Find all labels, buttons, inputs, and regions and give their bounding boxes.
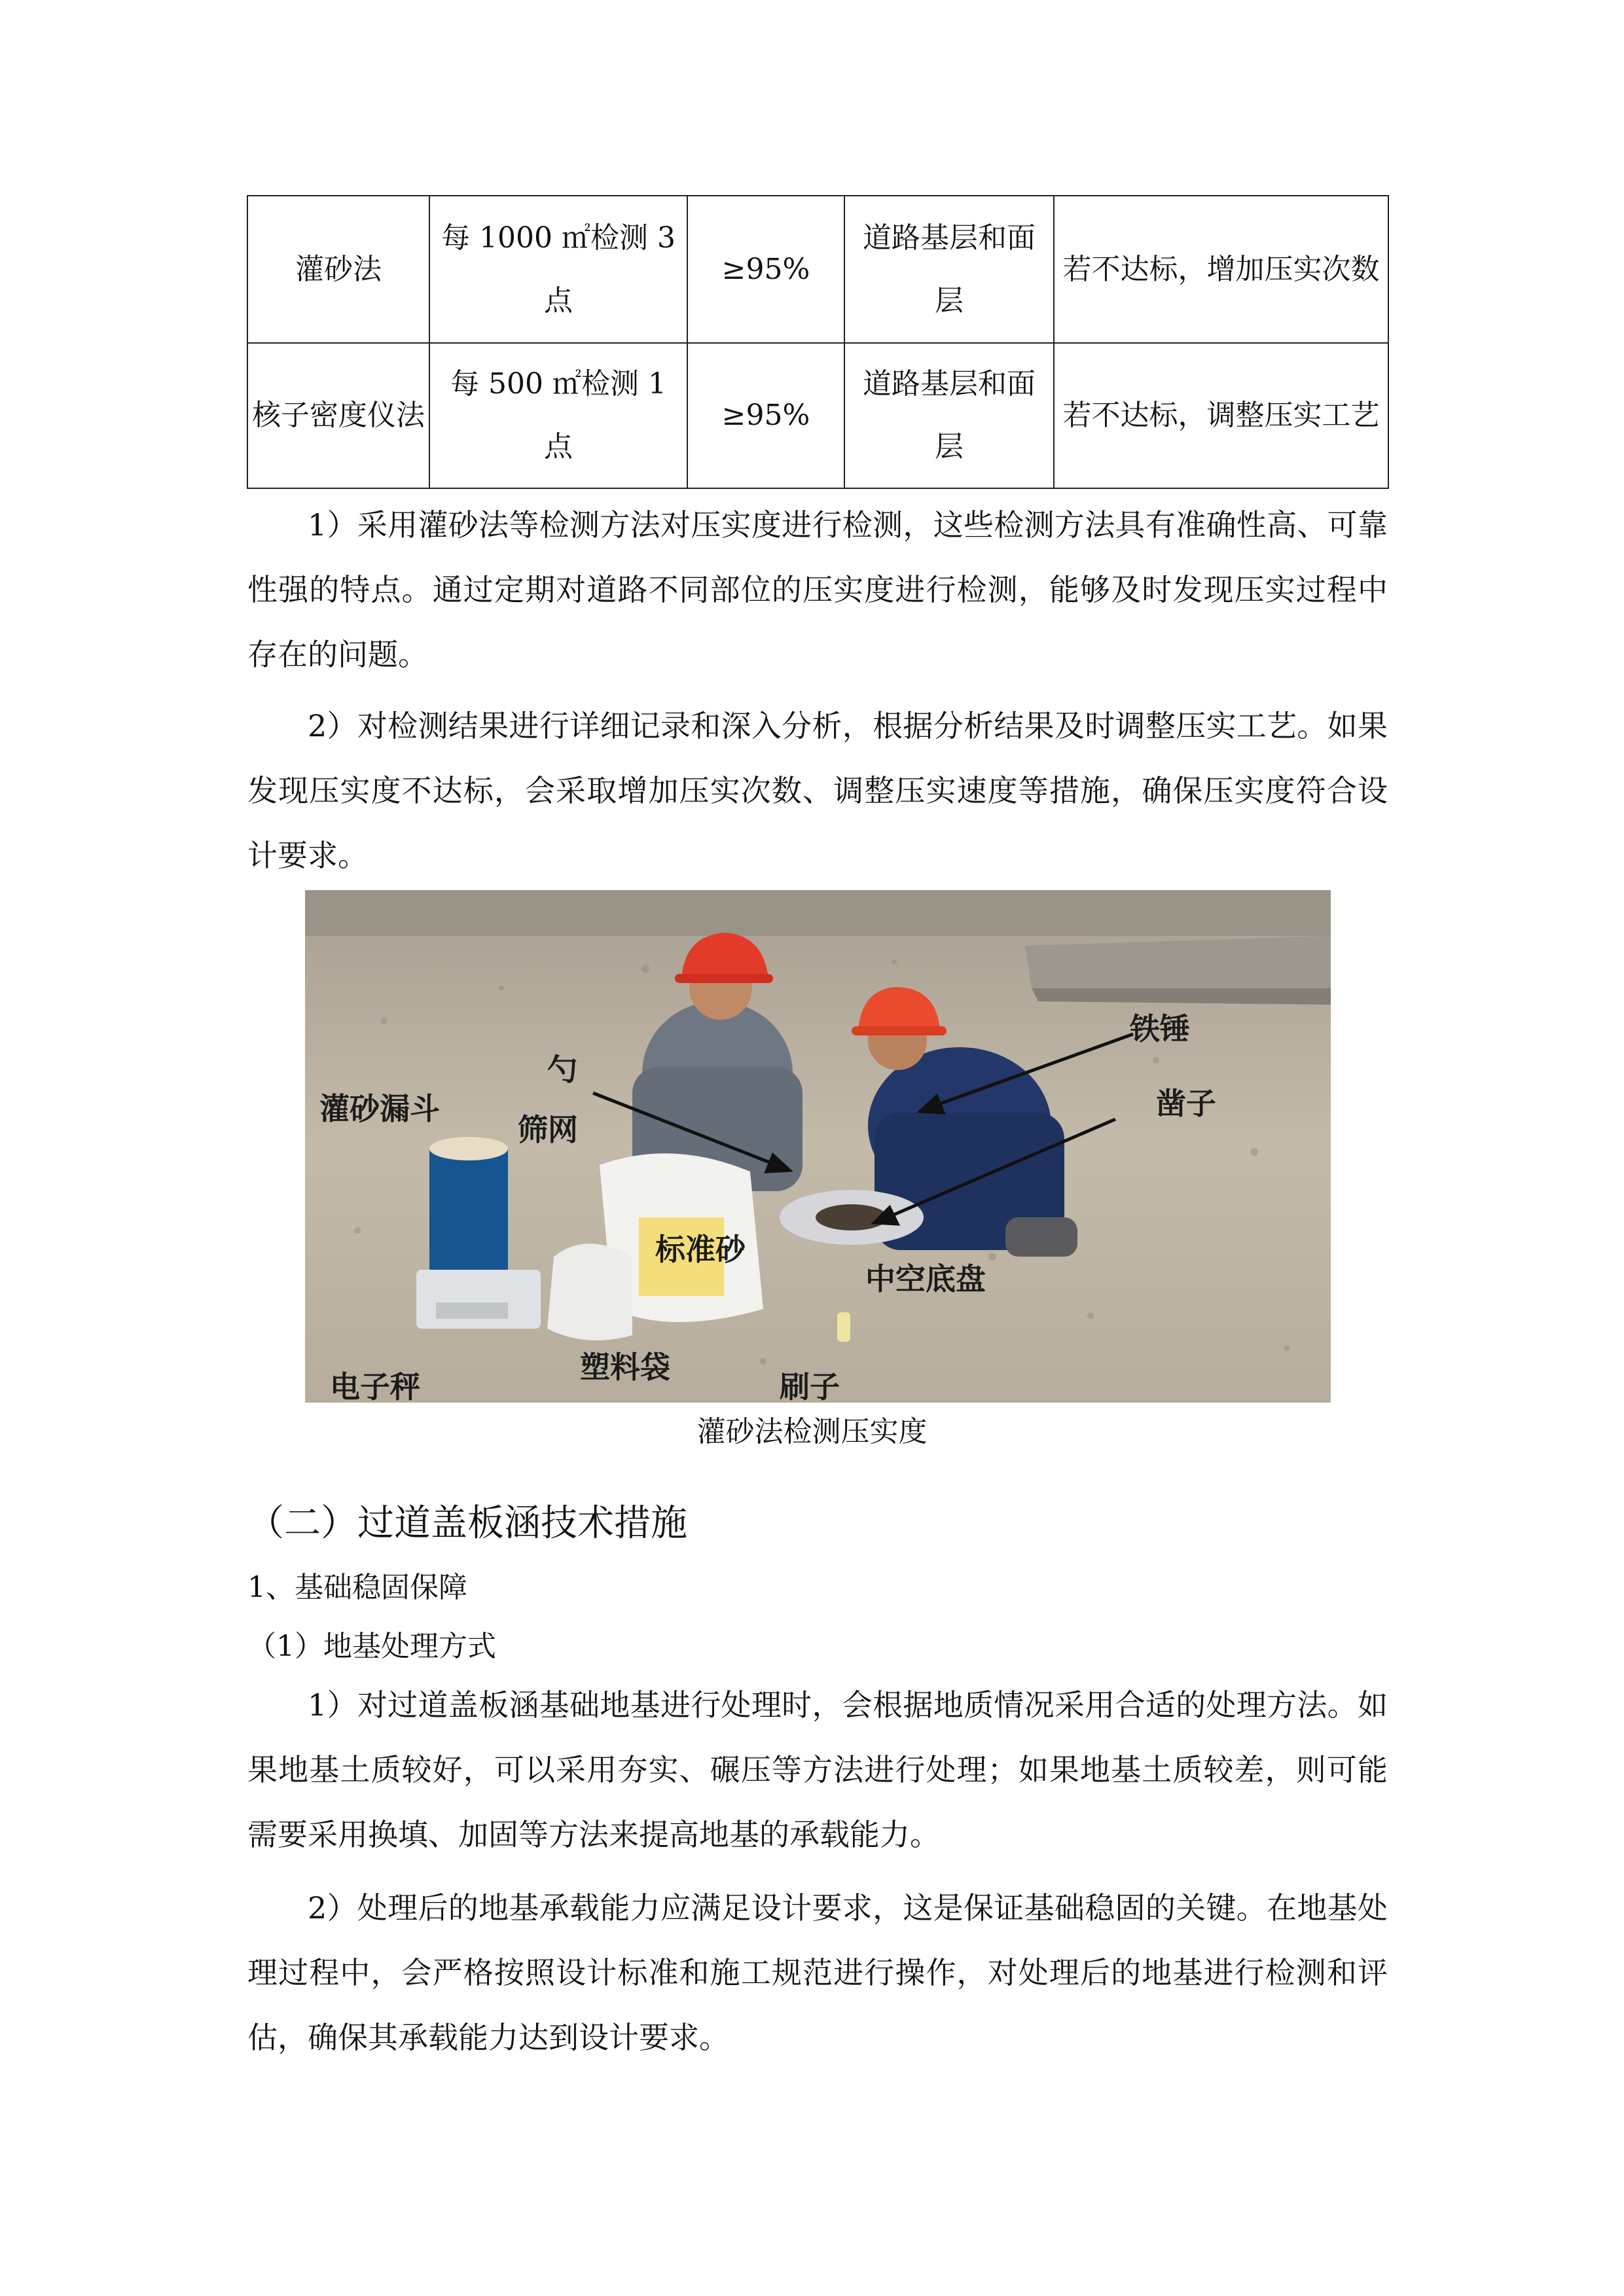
label-sieve: 筛网 bbox=[518, 1112, 578, 1147]
table-cell-standard: ≥95% bbox=[687, 343, 844, 488]
table-cell-frequency: 每 500 ㎡检测 1 点 bbox=[429, 343, 687, 488]
label-standard-sand: 标准砂 bbox=[655, 1232, 746, 1267]
table-row bbox=[247, 196, 1388, 343]
table-cell-method: 核子密度仪法 bbox=[247, 343, 429, 488]
paragraph-foundation-treatment: 1）对过道盖板涵基础地基进行处理时，会根据地质情况采用合适的处理方法。如果地基土质较好，可以采用夯实、碾压等方法进行处理；如果地基土质较差，则可能需要采用换填、加固等方法来提高地基的承载能力。 bbox=[247, 1687, 1388, 1852]
table-cell-scope: 道路基层和面层 bbox=[844, 343, 1054, 488]
label-electronic-scale: 电子秤 bbox=[330, 1369, 420, 1403]
table-row bbox=[247, 343, 1388, 488]
table-cell-method: 灌砂法 bbox=[247, 196, 429, 343]
sand-cone-test-photo bbox=[305, 890, 1331, 1403]
section-heading: （二）过道盖板涵技术措施 bbox=[247, 1502, 687, 1545]
compaction-test-table bbox=[247, 195, 1389, 489]
label-plastic-bag: 塑料袋 bbox=[580, 1350, 670, 1385]
paragraph-result-analysis: 2）对检测结果进行详细记录和深入分析，根据分析结果及时调整压实工艺。如果发现压实度不达标，会采取增加压实次数、调整压实速度等措施，确保压实度符合设计要求。 bbox=[247, 708, 1388, 873]
label-spoon: 勺 bbox=[547, 1052, 577, 1087]
table-cell-measure: 若不达标，增加压实次数 bbox=[1054, 196, 1388, 343]
label-brush: 刷子 bbox=[780, 1369, 840, 1403]
table-cell-frequency: 每 1000 ㎡检测 3 点 bbox=[429, 196, 687, 343]
label-hollow-tray: 中空底盘 bbox=[865, 1261, 986, 1297]
subsubsection-heading: （1）地基处理方式 bbox=[247, 1630, 496, 1663]
subsection-heading: 1、基础稳固保障 bbox=[247, 1571, 467, 1604]
table-cell-scope: 道路基层和面层 bbox=[844, 196, 1054, 343]
label-funnel: 灌砂漏斗 bbox=[319, 1091, 440, 1126]
paragraph-bearing-capacity: 2）处理后的地基承载能力应满足设计要求，这是保证基础稳固的关键。在地基处理过程中，会严格按照设计标准和施工规范进行操作，对处理后的地基进行检测和评估，确保其承载能力达到设计要求。 bbox=[247, 1890, 1388, 2055]
table-cell-measure: 若不达标，调整压实工艺 bbox=[1054, 343, 1388, 488]
label-hammer: 铁锤 bbox=[1130, 1011, 1190, 1047]
paragraph-compaction-methods: 1）采用灌砂法等检测方法对压实度进行检测，这些检测方法具有准确性高、可靠性强的特点。通过定期对道路不同部位的压实度进行检测，能够及时发现压实过程中存在的问题。 bbox=[247, 507, 1388, 672]
table-cell-standard: ≥95% bbox=[687, 196, 844, 343]
label-chisel: 凿子 bbox=[1156, 1086, 1216, 1121]
figure-caption: 灌砂法检测压实度 bbox=[696, 1415, 928, 1448]
